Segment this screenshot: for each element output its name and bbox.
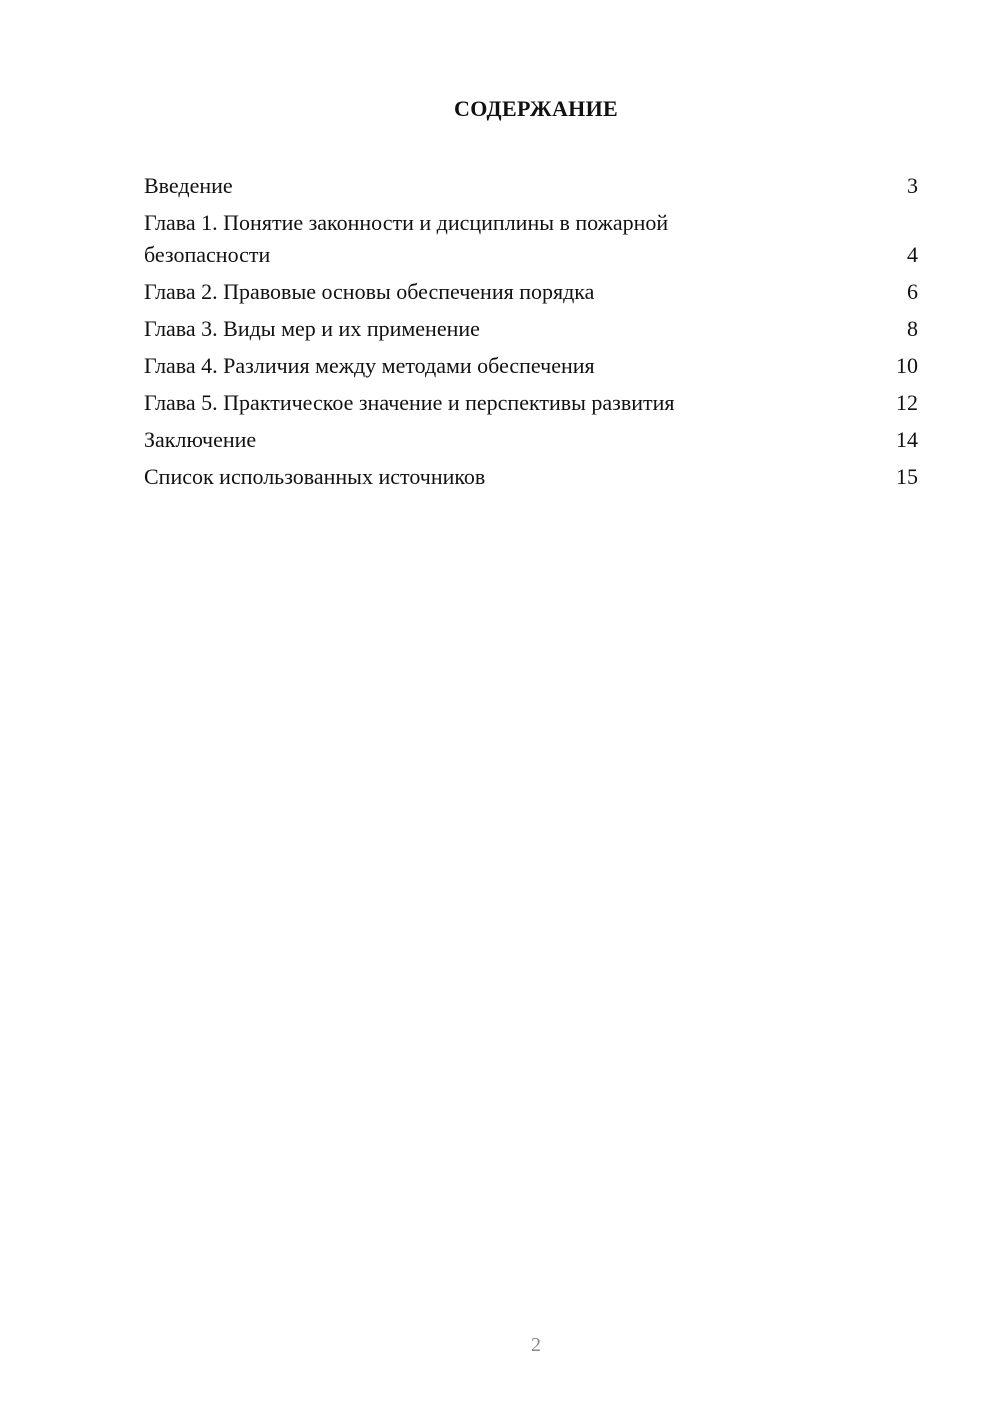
toc-entry-label: Глава 2. Правовые основы обеспечения порядка [144,279,595,304]
toc-entry [144,350,918,382]
toc-entry [144,424,918,456]
toc-entry-page: 3 [907,173,918,198]
toc-entry-label: Глава 4. Различия между методами обеспечения [144,353,595,378]
toc-entry-page: 14 [896,427,918,452]
toc-entry-page: 10 [896,353,918,378]
toc-entry-label: Глава 1. Понятие законности и дисциплины в пожарной безопасности [144,210,669,267]
toc-entry [144,170,918,202]
table-of-contents [144,170,918,498]
toc-entry-label: Список использованных источников [144,464,486,489]
toc-entry-page: 4 [907,242,918,267]
page-number: 2 [531,1334,541,1356]
toc-entry [144,387,918,419]
toc-entry-label: Глава 3. Виды мер и их применение [144,316,480,341]
toc-entry-page: 8 [907,316,918,341]
toc-entry-page: 6 [907,279,918,304]
toc-entry-page: 15 [896,464,918,489]
toc-entry-label: Введение [144,173,233,198]
toc-entry [144,461,918,493]
toc-entry-label: Заключение [144,427,257,452]
toc-entry [144,276,918,308]
page-title: СОДЕРЖАНИЕ [454,96,618,121]
toc-entry [144,207,918,271]
toc-entry [144,313,918,345]
toc-entry-label: Глава 5. Практическое значение и перспективы развития [144,390,675,415]
toc-entry-page: 12 [896,390,918,415]
